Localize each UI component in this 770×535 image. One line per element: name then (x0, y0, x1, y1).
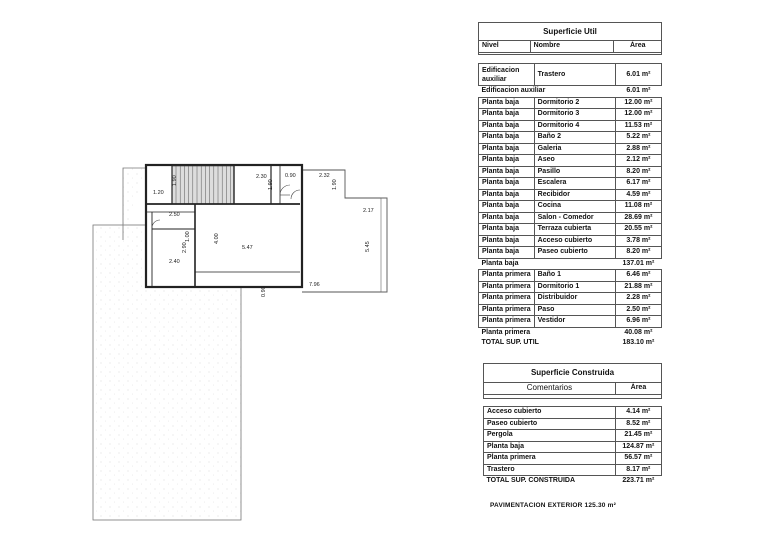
row-area: 20.55 m² (615, 224, 661, 236)
row-label: Acceso cubierto (484, 407, 616, 419)
table-row (479, 247, 662, 259)
row-nombre: Dormitorio 3 (534, 109, 615, 121)
header-area: Área (615, 383, 661, 395)
table-row (479, 281, 662, 293)
row-nivel: Planta primera (479, 293, 535, 305)
row-nivel: Planta baja (479, 132, 535, 144)
row-nivel: Planta baja (479, 178, 535, 190)
subtotal-area: 183.10 m² (622, 339, 655, 347)
row-nivel: Planta baja (479, 235, 535, 247)
row-nombre: Vestidor (534, 316, 615, 328)
row-area: 6.17 m² (615, 178, 661, 190)
row-area: 5.22 m² (615, 132, 661, 144)
pergola-post (381, 198, 387, 292)
table-row (484, 453, 662, 465)
header-comentarios: Comentarios (484, 383, 616, 395)
row-area: 124.87 m² (615, 441, 661, 453)
subtotal-area: 6.01 m² (626, 87, 651, 95)
dimension-label: 0.90 (285, 173, 296, 179)
row-label: Trastero (484, 464, 616, 476)
row-nivel: Planta primera (479, 281, 535, 293)
row-label: Planta primera (484, 453, 616, 465)
row-area: 4.14 m² (615, 407, 661, 419)
row-nombre: Distribuidor (534, 293, 615, 305)
row-nivel: Planta baja (479, 166, 535, 178)
dimension-label: 1.20 (153, 190, 164, 196)
header-nivel: Nivel (479, 41, 531, 53)
subtotal-label: TOTAL SUP. UTIL (481, 339, 539, 347)
superficie-util-header-row (478, 40, 662, 53)
row-label: Pergola (484, 430, 616, 442)
superficie-util-table (478, 63, 662, 349)
row-area: 12.00 m² (615, 109, 661, 121)
total-label: TOTAL SUP. CONSTRUIDA (486, 477, 576, 485)
row-area: 6.46 m² (615, 270, 661, 282)
table-row (479, 120, 662, 132)
dimension-label: 1.90 (172, 175, 178, 186)
row-nombre: Dormitorio 1 (534, 281, 615, 293)
table-row (479, 97, 662, 109)
pergola-outline (302, 170, 387, 292)
row-area: 56.57 m² (615, 453, 661, 465)
table-row (484, 407, 662, 419)
table-row (479, 212, 662, 224)
row-nombre: Galeria (534, 143, 615, 155)
superficie-construida-title: Superficie Construida (530, 368, 615, 377)
subtotal-label: Edificacion auxiliar (481, 87, 546, 95)
row-area: 11.53 m² (615, 120, 661, 132)
subtotal-row (479, 258, 662, 270)
header-area: Área (614, 41, 662, 53)
row-area: 21.45 m² (615, 430, 661, 442)
row-area: 2.28 m² (615, 293, 661, 305)
row-area: 6.01 m² (615, 64, 661, 86)
row-nivel: Planta primera (479, 304, 535, 316)
row-nombre: Cocina (534, 201, 615, 213)
row-area: 2.88 m² (615, 143, 661, 155)
header-nombre: Nombre (530, 41, 614, 53)
subtotal-area: 137.01 m² (622, 259, 655, 267)
row-nivel: Planta baja (479, 109, 535, 121)
row-nombre: Acceso cubierto (534, 235, 615, 247)
table-row (484, 464, 662, 476)
subtotal-row (479, 327, 662, 338)
row-nombre: Recibidor (534, 189, 615, 201)
row-nivel: Planta baja (479, 247, 535, 259)
row-nombre: Dormitorio 2 (534, 97, 615, 109)
dimension-label: 1.90 (332, 179, 338, 190)
row-nivel: Planta baja (479, 143, 535, 155)
row-nivel: Planta baja (479, 224, 535, 236)
row-nombre: Paseo cubierto (534, 247, 615, 259)
row-nombre: Baño 2 (534, 132, 615, 144)
table-row (479, 293, 662, 305)
dimension-label: 2.40 (169, 259, 180, 265)
table-row (484, 430, 662, 442)
table-row (484, 441, 662, 453)
row-nivel: Planta baja (479, 201, 535, 213)
dimension-label: 5.47 (242, 245, 253, 251)
table-row (479, 304, 662, 316)
table-row (479, 189, 662, 201)
superficie-construida-header-row (483, 382, 662, 395)
table-row (479, 178, 662, 190)
table-row (479, 64, 662, 86)
row-nivel: Planta baja (479, 97, 535, 109)
row-area: 8.20 m² (615, 247, 661, 259)
row-area: 4.59 m² (615, 189, 661, 201)
row-label: Planta baja (484, 441, 616, 453)
row-area: 3.78 m² (615, 235, 661, 247)
row-area: 2.12 m² (615, 155, 661, 167)
row-nivel: Planta baja (479, 189, 535, 201)
row-label: Paseo cubierto (484, 418, 616, 430)
table-row (479, 155, 662, 167)
row-area: 8.52 m² (615, 418, 661, 430)
row-nombre: Dormitorio 4 (534, 120, 615, 132)
subtotal-label: Planta baja (481, 259, 519, 267)
row-nivel: Planta baja (479, 155, 535, 167)
table-row (479, 166, 662, 178)
subtotal-row (479, 338, 662, 349)
dimension-label: 4.00 (214, 233, 220, 244)
table-row (479, 109, 662, 121)
row-area: 21.88 m² (615, 281, 661, 293)
row-nombre: Baño 1 (534, 270, 615, 282)
row-nivel: Planta baja (479, 120, 535, 132)
dimension-label: 1.90 (268, 179, 274, 190)
dimension-label: 2.32 (319, 173, 330, 179)
row-nombre: Salon - Comedor (534, 212, 615, 224)
table-row (479, 316, 662, 328)
subtotal-label: Planta primera (481, 328, 531, 336)
total-area: 223.71 m² (622, 477, 655, 485)
row-nivel: Planta baja (479, 212, 535, 224)
dimension-label: 2.90 (182, 242, 188, 253)
table-row (479, 224, 662, 236)
row-area: 8.20 m² (615, 166, 661, 178)
table-row (479, 201, 662, 213)
dimension-label: 5.45 (365, 241, 371, 252)
staircase (172, 166, 234, 204)
row-nombre: Pasillo (534, 166, 615, 178)
row-nivel: Planta primera (479, 316, 535, 328)
superficie-util-title: Superficie Util (543, 27, 597, 36)
dimension-label: 7.96 (309, 282, 320, 288)
table-row (479, 143, 662, 155)
table-row (479, 235, 662, 247)
subtotal-row (479, 86, 662, 98)
pavimentacion-exterior: PAVIMENTACION EXTERIOR 125.30 m² (490, 502, 616, 509)
dimension-label: 2.50 (169, 212, 180, 218)
table-row (479, 132, 662, 144)
subtotal-area: 40.08 m² (624, 328, 653, 336)
dimension-label: 1.00 (185, 231, 191, 242)
row-nombre: Paso (534, 304, 615, 316)
row-area: 12.00 m² (615, 97, 661, 109)
row-nombre: Escalera (534, 178, 615, 190)
row-nivel: Planta primera (479, 270, 535, 282)
row-nombre: Terraza cubierta (534, 224, 615, 236)
row-area: 28.69 m² (615, 212, 661, 224)
row-area: 6.96 m² (615, 316, 661, 328)
table-row (484, 418, 662, 430)
row-nivel: Edificacion auxiliar (479, 64, 535, 86)
dimension-label: 0.90 (261, 286, 267, 297)
row-nombre: Trastero (534, 64, 615, 86)
table-row (479, 270, 662, 282)
row-nombre: Aseo (534, 155, 615, 167)
row-area: 11.08 m² (615, 201, 661, 213)
superficie-construida-table (483, 406, 662, 487)
dimension-label: 2.17 (363, 208, 374, 214)
row-area: 8.17 m² (615, 464, 661, 476)
dimension-label: 2.30 (256, 174, 267, 180)
total-row (484, 476, 662, 487)
row-area: 2.50 m² (615, 304, 661, 316)
